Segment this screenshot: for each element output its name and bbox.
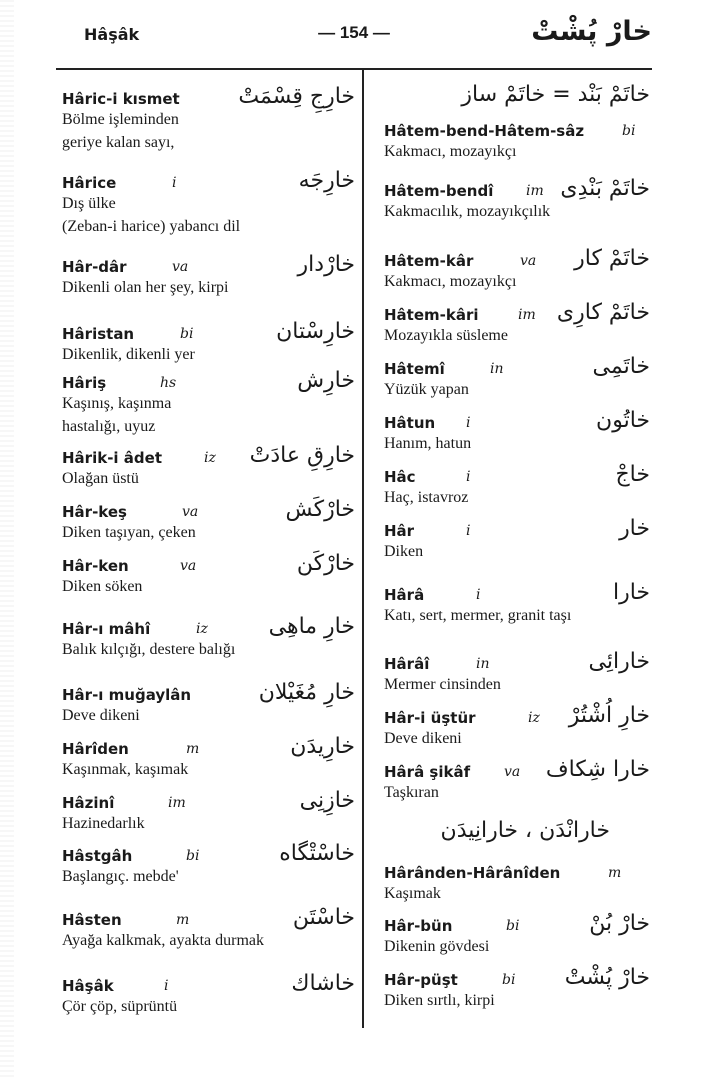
dictionary-entry (62, 740, 188, 781)
entry-definition-line: Bölme işleminden (62, 111, 179, 128)
entry-part-of-speech: bi (502, 972, 516, 988)
entry-arabic-script: خارانْدَن ، خارانِيدَن (440, 818, 610, 843)
entry-part-of-speech: iz (204, 450, 216, 466)
page-number: — 154 — (318, 23, 390, 42)
entry-part-of-speech: im (518, 307, 536, 323)
entry-headword: Hâtem-bendî (384, 182, 494, 200)
entry-definition-line: hastalığı, uyuz (62, 418, 156, 435)
entry-definition-line: Çör çöp, süprüntü (62, 998, 178, 1015)
header-rule (56, 68, 652, 70)
entry-part-of-speech: i (476, 587, 481, 603)
entry-headword: Hâr-dâr (62, 258, 127, 276)
entry-arabic-script: خارْ بُنْ (589, 911, 650, 936)
dictionary-entry (384, 122, 584, 163)
entry-part-of-speech: i (466, 523, 471, 539)
entry-definition-line: Dikenlik, dikenli yer (62, 346, 195, 363)
dictionary-entry (62, 374, 171, 438)
entry-part-of-speech: iz (528, 710, 540, 726)
entry-definition-line: Kaşınmak, kaşımak (62, 761, 189, 778)
entry-headword: Hârânden-Hârânîden (384, 864, 561, 882)
dictionary-entry (384, 468, 471, 509)
entry-definition-line: Kakmacılık, mozayıkçılık (384, 203, 551, 220)
entry-definition-line: Dış ülke (62, 195, 116, 212)
entry-definition-line: Olağan üstü (62, 470, 139, 487)
entry-headword: Hâzinî (62, 794, 115, 812)
entry-arabic-script: خازِنِى (299, 788, 355, 813)
dictionary-entry (384, 522, 423, 563)
entry-arabic-script: خارائِى (588, 649, 650, 674)
dictionary-entry (384, 971, 495, 1012)
entry-arabic-script: خاسْتْگاه (279, 841, 355, 866)
entry-arabic-script: خارِسْتان (276, 319, 355, 344)
entry-arabic-script: خارِ اُشْتُرْ (568, 703, 650, 728)
entry-definition-line: Dikenli olan her şey, kirpi (62, 279, 229, 296)
entry-headword: Hâr-püşt (384, 971, 458, 989)
entry-arabic-script: خارِقِ عادَتْ (249, 443, 355, 468)
entry-part-of-speech: in (490, 361, 504, 377)
entry-definition-line: Mermer cinsinden (384, 676, 501, 693)
dictionary-entry (62, 620, 235, 661)
entry-headword: Hâsten (62, 911, 122, 929)
entry-headword: Hârice (62, 174, 117, 192)
entry-part-of-speech: va (172, 259, 189, 275)
entry-headword: Hâr-keş (62, 503, 127, 521)
entry-headword: Hâric-i kısmet (62, 90, 180, 108)
entry-part-of-speech: m (608, 865, 622, 881)
dictionary-entry (62, 325, 195, 366)
entry-arabic-script: خاتَمْ كارِى (556, 300, 650, 325)
entry-arabic-script: خاتَمْ كار (574, 246, 650, 271)
entry-arabic-script: خاتَمْ بَنْدِى (560, 176, 650, 201)
dictionary-entry (384, 252, 516, 293)
dictionary-entry (62, 90, 180, 154)
entry-headword: Hâstgâh (62, 847, 133, 865)
entry-headword: Hâtem-kâri (384, 306, 479, 324)
entry-arabic-script: خاتَمِى (592, 354, 650, 379)
entry-arabic-script: خاجْ (615, 462, 650, 487)
dictionary-entry (384, 864, 560, 905)
dictionary-entry (384, 306, 508, 347)
dictionary-entry (62, 847, 179, 888)
entry-arabic-script: خارْكَش (285, 497, 355, 522)
entry-arabic-script: خارِ ماهِى (268, 614, 355, 639)
dictionary-entry (62, 449, 162, 490)
dictionary-entry (62, 258, 228, 299)
entry-part-of-speech: m (186, 741, 200, 757)
entry-part-of-speech: va (504, 764, 521, 780)
entry-definition-line: Mozayıkla süsleme (384, 327, 508, 344)
entry-definition-line: (Zeban-i harice) yabancı dil (62, 218, 241, 235)
entry-arabic-script: خارا (612, 580, 650, 605)
entry-definition-line: Hazinedarlık (62, 815, 145, 832)
entry-arabic-script: خارْ پُشْتْ (564, 965, 650, 990)
entry-definition-line: Deve dikeni (384, 730, 462, 747)
entry-arabic-script: خاشاك (291, 971, 355, 996)
entry-headword: Hârik-i âdet (62, 449, 162, 467)
entry-definition-line: geriye kalan sayı, (62, 134, 175, 151)
entry-part-of-speech: i (164, 978, 169, 994)
entry-arabic-script: خارِش (297, 368, 355, 393)
entry-definition-line: Kakmacı, mozayıkçı (384, 143, 517, 160)
dictionary-entry (62, 503, 199, 544)
entry-arabic-script: خارِ مُغَيْلان (258, 680, 355, 705)
entry-headword: Hâşâk (62, 977, 114, 995)
entry-arabic-script: خارْدار (297, 252, 355, 277)
entry-part-of-speech: iz (196, 621, 208, 637)
entry-headword: Hâriş (62, 374, 107, 392)
entry-part-of-speech: i (172, 175, 177, 191)
dictionary-entry (62, 686, 191, 727)
entry-part-of-speech: bi (506, 918, 520, 934)
entry-part-of-speech: im (526, 183, 544, 199)
entry-headword: Hârâ şikâf (384, 763, 471, 781)
dictionary-entry (62, 911, 264, 952)
entry-arabic-script: خار (619, 516, 650, 541)
entry-part-of-speech: va (520, 253, 537, 269)
entry-headword: Hâr-bün (384, 917, 453, 935)
entry-arabic-script: خارْكَن (296, 551, 355, 576)
entry-headword: Hâtem-bend-Hâtem-sâz (384, 122, 585, 140)
entry-part-of-speech: m (176, 912, 190, 928)
entry-definition-line: Yüzük yapan (384, 381, 469, 398)
dictionary-entry (62, 977, 177, 1018)
page-header (0, 14, 708, 64)
entry-headword: Hâr-ken (62, 557, 129, 575)
dictionary-entry (62, 174, 240, 238)
entry-part-of-speech: i (466, 469, 471, 485)
entry-definition-line: Dikenin gövdesi (384, 938, 490, 955)
entry-definition-line: Haç, istavroz (384, 489, 469, 506)
entry-part-of-speech: i (466, 415, 471, 431)
scan-edge-noise (0, 0, 14, 1077)
entry-headword: Hârâ (384, 586, 425, 604)
entry-definition-line: Diken söken (62, 578, 143, 595)
entry-arabic-script: خارِجِ قِسْمَتْ (238, 84, 355, 109)
entry-headword: Hâtem-kâr (384, 252, 474, 270)
entry-definition-line: Kakmacı, mozayıkçı (384, 273, 517, 290)
entry-headword: Hârâî (384, 655, 430, 673)
entry-arabic-script: خاسْتَن (292, 905, 355, 930)
entry-definition-line: Deve dikeni (62, 707, 140, 724)
entry-headword: Hâr-ı mâhî (62, 620, 151, 638)
entry-part-of-speech: bi (186, 848, 200, 864)
entry-arabic-script: خاتَمْ بَنْد = خاتَمْ ساز (461, 82, 650, 107)
entry-headword: Hâr (384, 522, 415, 540)
entry-headword: Hârîden (62, 740, 129, 758)
column-divider (362, 70, 364, 1028)
entry-definition-line: Diken taşıyan, çeken (62, 524, 196, 541)
entry-definition-line: Başlangıç. mebde' (62, 868, 179, 885)
entry-arabic-script: خارا شِكاف (545, 757, 650, 782)
running-head-headword: Hâşâk (84, 25, 140, 44)
entry-headword: Hâtun (384, 414, 436, 432)
dictionary-entry (384, 360, 469, 401)
entry-headword: Hâr-i üştür (384, 709, 476, 727)
entry-part-of-speech: va (180, 558, 197, 574)
entry-definition-line: Taşkıran (384, 784, 439, 801)
entry-definition-line: Hanım, hatun (384, 435, 472, 452)
entry-part-of-speech: im (168, 795, 186, 811)
entry-headword: Hâc (384, 468, 416, 486)
entry-arabic-script: خارِيدَن (290, 734, 355, 759)
dictionary-entry (384, 414, 471, 455)
entry-definition-line: Balık kılçığı, destere balığı (62, 641, 236, 658)
entry-part-of-speech: hs (160, 375, 177, 391)
entry-arabic-script: خارِجَه (298, 168, 355, 193)
running-head-arabic: خارْ پُشْتْ (531, 16, 652, 47)
entry-arabic-script: خاتُون (596, 408, 650, 433)
entry-definition-line: Diken sırtlı, kirpi (384, 992, 495, 1009)
entry-definition-line: Katı, sert, mermer, granit taşı (384, 607, 572, 624)
entry-definition-line: Ayağa kalkmak, ayakta durmak (62, 932, 265, 949)
entry-definition-line: Kaşımak (384, 885, 441, 902)
entry-headword: Hâristan (62, 325, 135, 343)
entry-definition-line: Diken (384, 543, 424, 560)
entry-headword: Hâtemî (384, 360, 445, 378)
dictionary-entry (62, 557, 142, 598)
entry-part-of-speech: in (476, 656, 490, 672)
dictionary-entry (62, 794, 145, 835)
entry-headword: Hâr-ı muğaylân (62, 686, 192, 704)
entry-part-of-speech: bi (180, 326, 194, 342)
dictionary-entry (384, 709, 476, 750)
dictionary-entry (384, 917, 489, 958)
dictionary-entry (384, 763, 470, 804)
entry-definition-line: Kaşınış, kaşınma (62, 395, 172, 412)
entry-part-of-speech: va (182, 504, 199, 520)
entry-part-of-speech: bi (622, 123, 636, 139)
